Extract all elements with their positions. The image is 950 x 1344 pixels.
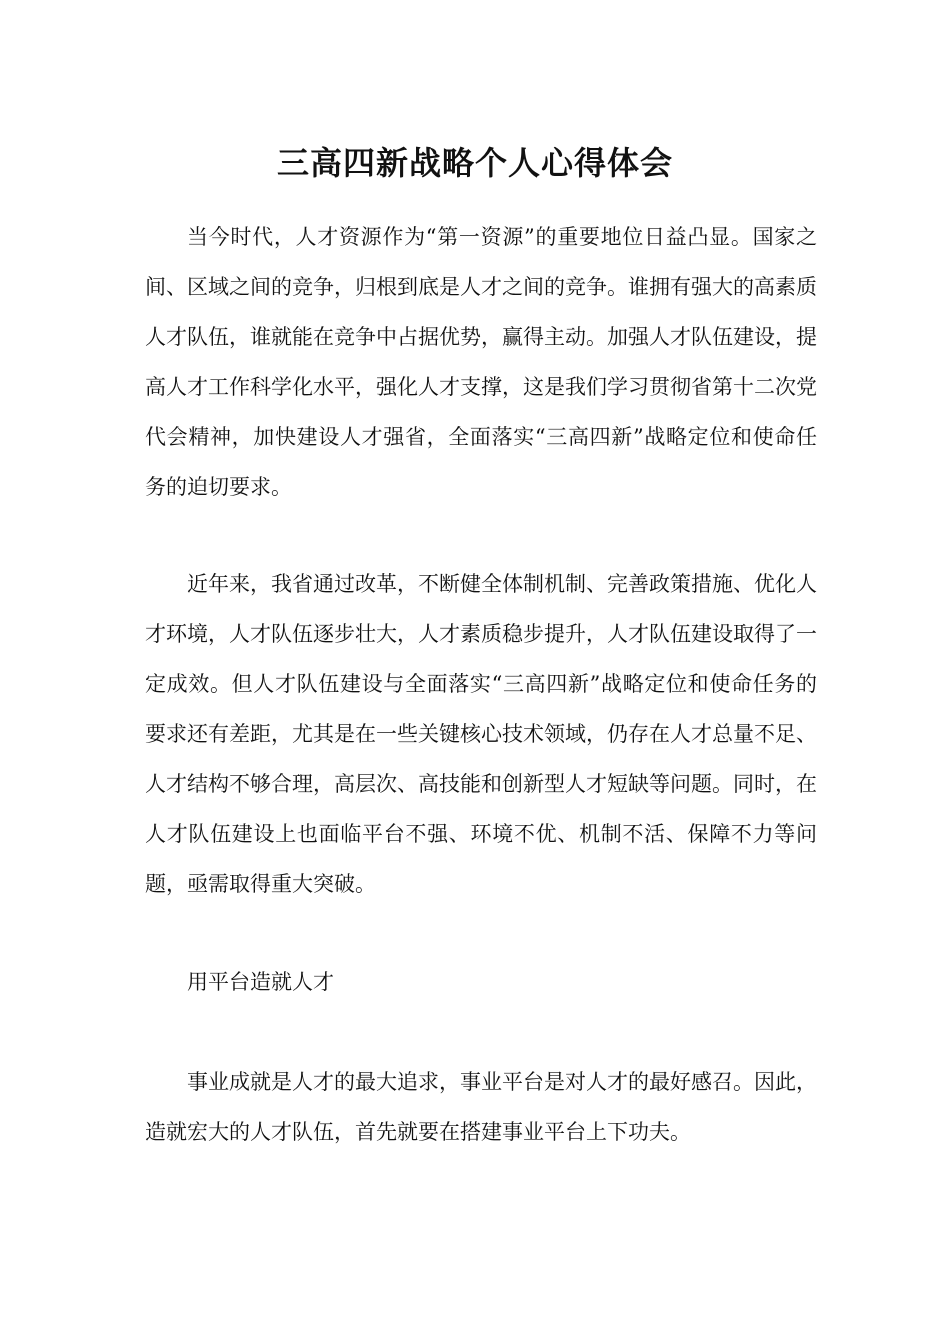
section-heading: 用平台造就人才 xyxy=(187,970,334,994)
document-title: 三高四新战略个人心得体会 xyxy=(276,144,673,183)
paragraph-progress: 近年来，我省通过改革，不断健全体制机制、完善政策措施、优化人才环境，人才队伍逐步壮大，人才素质稳步提升，人才队伍建设取得了一定成效。但人才队伍建设与全面落实“三高四新”战略定位和使命任务的要求还有差距，尤其是在一些关键核心技术领域，仍存在人才总量不足、人才结构不够合理，高层次、高技能和创新型人才短缺等问题。同时，在人才队伍建设上也面临平台不强、环境不优、机制不活、保障不力等问题，亟需取得重大突破。 xyxy=(145,572,817,896)
paragraph-intro: 当今时代，人才资源作为“第一资源”的重要地位日益凸显。国家之间、区域之间的竞争，归根到底是人才之间的竞争。谁拥有强大的高素质人才队伍，谁就能在竞争中占据优势，赢得主动。加强人才队伍建设，提高人才工作科学化水平，强化人才支撑，这是我们学习贯彻省第十二次党代会精神，加快建设人才强省，全面落实“三高四新”战略定位和使命任务的迫切要求。 xyxy=(145,225,817,499)
paragraph-platform: 事业成就是人才的最大追求，事业平台是对人才的最好感召。因此，造就宏大的人才队伍，首先就要在搭建事业平台上下功夫。 xyxy=(145,1070,817,1144)
